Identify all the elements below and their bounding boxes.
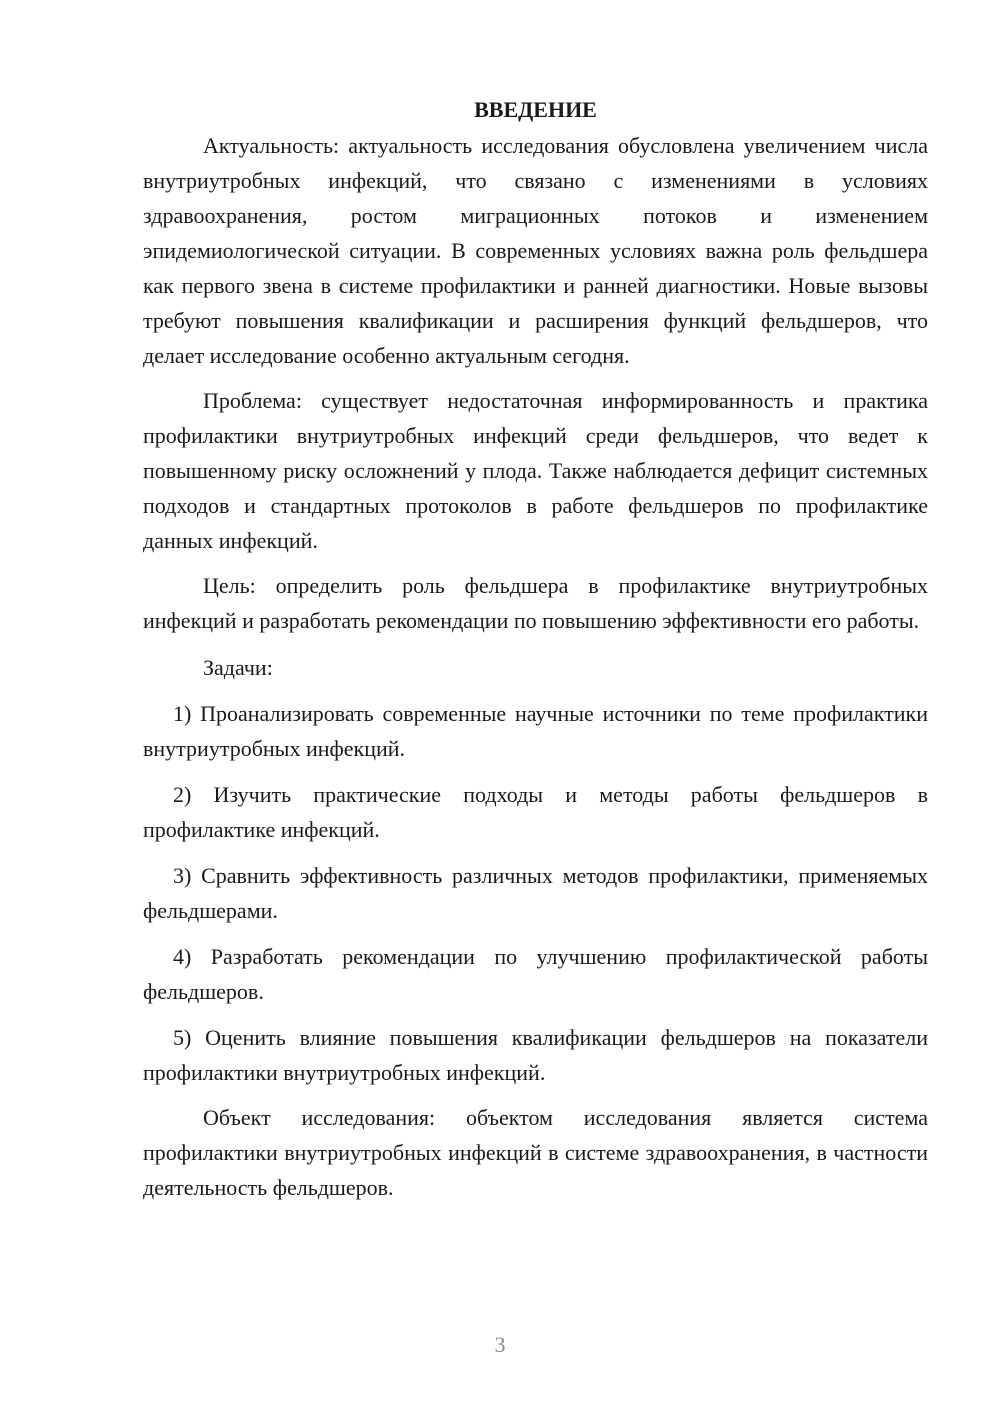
- tasks-label: Задачи:: [203, 655, 273, 680]
- task-item: 4) Разработать рекомендации по улучшению профилактической работы фельдшеров.: [143, 944, 928, 1004]
- paragraph-goal: Цель: определить роль фельдшера в профилактике внутриутробных инфекций и разработать рекомендации по повышению эффективности его работы.: [143, 573, 928, 633]
- section-heading: ВВЕДЕНИЕ: [474, 97, 597, 122]
- task-item: 3) Сравнить эффективность различных методов профилактики, применяемых фельдшерами.: [143, 863, 928, 923]
- task-item: 2) Изучить практические подходы и методы работы фельдшеров в профилактике инфекций.: [143, 782, 928, 842]
- task-list: [143, 696, 928, 1090]
- page-number: 3: [494, 1332, 506, 1357]
- paragraph-problem: Проблема: существует недостаточная информированность и практика профилактики внутриутробных инфекций среди фельдшеров, что ведет к повышенному риску осложнений у плода. Также наблюдается дефицит системных подходов и стандартных протоколов в работе фельдшеров по профилактике данных инфекций.: [143, 388, 928, 553]
- paragraph-object: Объект исследования: объектом исследования является система профилактики внутриутробных инфекций в системе здравоохранения, в частности деятельность фельдшеров.: [143, 1105, 928, 1200]
- document-page: [143, 92, 928, 1205]
- task-item: 5) Оценить влияние повышения квалификации фельдшеров на показатели профилактики внутриутробных инфекций.: [143, 1025, 928, 1085]
- paragraph-relevance: Актуальность: актуальность исследования обусловлена увеличением числа внутриутробных инфекций, что связано с изменениями в условиях здравоохранения, ростом миграционных потоков и изменением эпидемиологической ситуации. В современных условиях важна роль фельдшера как первого звена в системе профилактики и ранней диагностики. Новые вызовы требуют повышения квалификации и расширения функций фельдшеров, что делает исследование особенно актуальным сегодня.: [143, 133, 928, 368]
- task-item: 1) Проанализировать современные научные источники по теме профилактики внутриутробных инфекций.: [143, 701, 928, 761]
